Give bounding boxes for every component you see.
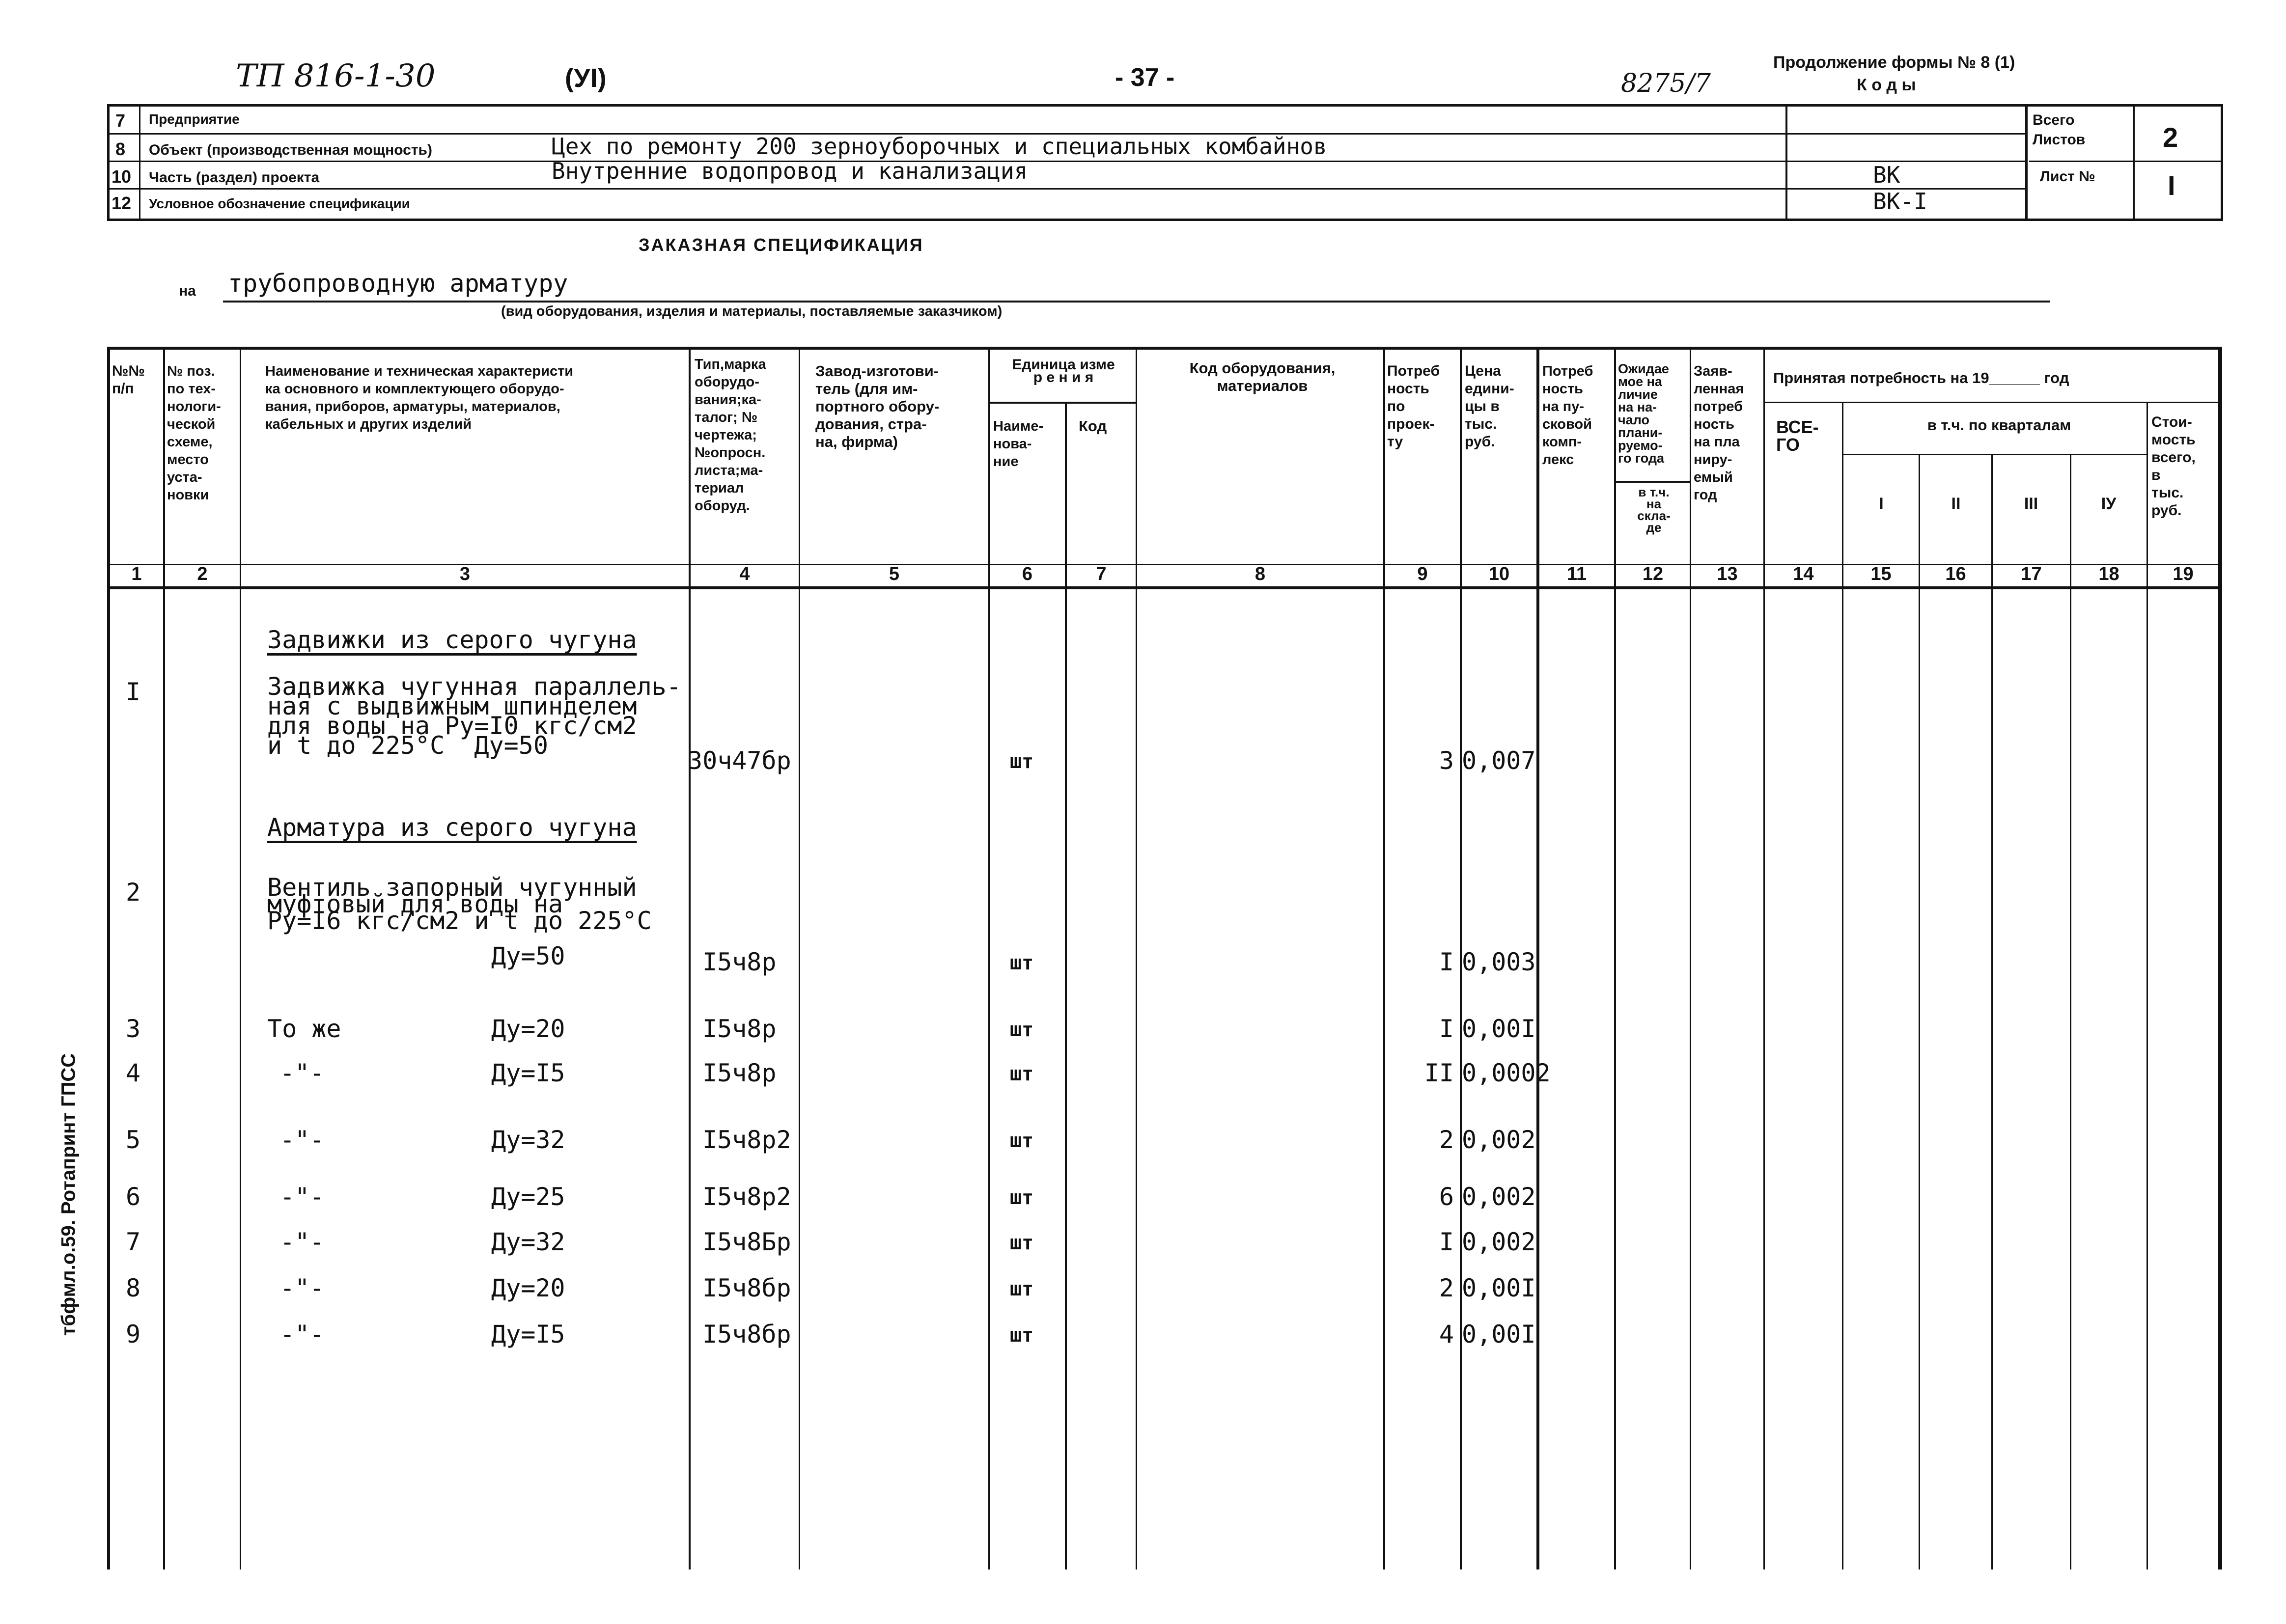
item-type: 30ч47бр	[688, 746, 791, 775]
col-number-12: 12	[1642, 564, 1664, 584]
archive-number: 8275/7	[1621, 69, 1711, 98]
section-code: ВК	[1873, 162, 1900, 188]
document-code: ТП 816-1-30	[236, 58, 436, 94]
item-price: 0,003	[1462, 948, 1536, 976]
item-type: I5ч8р	[702, 948, 777, 976]
spec-subject: трубопроводную арматуру	[228, 269, 568, 298]
item-name: -"-	[280, 1183, 325, 1211]
quarters-header: в т.ч. по кварталам	[1927, 416, 2071, 434]
col-header-13: Заяв- ленная потреб ность на пла ниру- емый год	[1694, 363, 1744, 503]
section-heading: Задвижки из серого чугуна	[267, 626, 637, 654]
col-header-14: ВСЕ- ГО	[1776, 417, 1819, 455]
item-du: Ду=I5	[491, 1320, 565, 1349]
album-number: (УI)	[565, 63, 607, 93]
item-type: I5ч8р2	[702, 1183, 791, 1211]
item-qty: 4	[1439, 1320, 1454, 1349]
item-du: Ду=I5	[491, 1059, 565, 1087]
row-no-12: 12	[112, 193, 132, 213]
row-no-7: 7	[115, 110, 126, 131]
col-header-8: Код оборудования, материалов	[1189, 359, 1336, 394]
col-number-14: 14	[1793, 564, 1814, 584]
col-header-12-bottom: в т.ч. на скла- де	[1637, 485, 1671, 535]
item-price: 0,002	[1462, 1228, 1536, 1256]
spec-title: ЗАКАЗНАЯ СПЕЦИФИКАЦИЯ	[639, 235, 924, 255]
section-value: Внутренние водопровод и канализация	[552, 158, 1028, 184]
item-price: 0,002	[1462, 1183, 1536, 1211]
item-du: Ду=50	[491, 942, 565, 970]
item-qty: I	[1439, 1228, 1454, 1256]
side-stamp: тбфмл.о.59. Ротапринт ГПСС	[57, 1053, 80, 1336]
item-unit: шт	[1010, 1324, 1034, 1347]
col-number-11: 11	[1566, 564, 1587, 584]
col-number-9: 9	[1417, 564, 1428, 584]
item-unit: шт	[1010, 750, 1034, 773]
item-unit: шт	[1010, 1018, 1034, 1041]
section-heading: Арматура из серого чугуна	[267, 813, 637, 842]
item-unit: шт	[1010, 952, 1034, 974]
item-number: 7	[126, 1228, 141, 1256]
item-unit: шт	[1010, 1186, 1034, 1209]
row-no-10: 10	[112, 166, 132, 187]
item-price: 0,00I	[1462, 1015, 1536, 1043]
col-number-10: 10	[1488, 564, 1510, 584]
total-sheets-value: 2	[2163, 122, 2178, 153]
item-number: 3	[126, 1015, 141, 1043]
item-type: I5ч8Бр	[702, 1228, 791, 1256]
item-price: 0,00I	[1462, 1274, 1536, 1302]
enterprise-label: Предприятие	[149, 111, 240, 127]
item-type: I5ч8р2	[702, 1126, 791, 1154]
item-type: I5ч8р	[702, 1015, 777, 1043]
item-price: 0,007	[1462, 746, 1536, 775]
col-number-4: 4	[739, 564, 750, 584]
item-number: 9	[126, 1320, 141, 1349]
col-number-6: 6	[1022, 564, 1033, 584]
item-type: I5ч8бр	[702, 1274, 791, 1302]
item-unit: шт	[1010, 1278, 1034, 1300]
col-number-3: 3	[459, 564, 471, 584]
col-header-4: Тип,марка оборудо- вания;ка- талог; № чертежа; №опросн. листа;ма- териал оборуд.	[695, 357, 766, 514]
col-number-18: 18	[2098, 564, 2119, 584]
item-qty: 2	[1439, 1274, 1454, 1302]
col-number-16: 16	[1945, 564, 1966, 584]
item-unit: шт	[1010, 1063, 1034, 1085]
col-header-3: Наименование и техническая характеристи ка основного и комплектующего оборудо- вания, приборов, арматуры, материалов, кабельных и других изделий	[265, 363, 574, 432]
col-header-6: Наиме- нова- ние	[993, 418, 1044, 469]
object-value: Цех по ремонту 200 зерноуборочных и специальных комбайнов	[552, 133, 1327, 160]
col-header-15: I	[1879, 495, 1884, 513]
col-header-2: № поз. по тех- нологи- ческой схеме, место уста- новки	[167, 363, 221, 503]
item-number: 4	[126, 1059, 141, 1087]
spec-designation-code: ВК-I	[1873, 188, 1927, 215]
item-name: Вентиль запорный чугунный муфтовый для воды на Ру=I6 кгс/см2 и t до 225°С	[267, 873, 652, 935]
item-type: I5ч8бр	[702, 1320, 791, 1349]
item-qty: 2	[1439, 1126, 1454, 1154]
col-number-17: 17	[2021, 564, 2042, 584]
item-unit: шт	[1010, 1129, 1034, 1152]
item-number: 5	[126, 1126, 141, 1154]
item-number: 2	[126, 878, 141, 907]
item-du: Ду=20	[491, 1274, 565, 1302]
item-price: 0,00I	[1462, 1320, 1536, 1349]
col-header-11: Потреб ность на пу- сковой комп- лекс	[1542, 363, 1593, 468]
sheet-number-value: I	[2168, 170, 2175, 201]
item-name: То же	[267, 1015, 341, 1043]
col-header-17: III	[2024, 495, 2038, 513]
col-header-18: IУ	[2101, 495, 2117, 513]
item-name: Задвижка чугунная параллель- ная с выдвижным шпинделем для воды на Ру=I0 кгс/см2 и t до 225°С Ду=50	[267, 672, 681, 760]
item-name: -"-	[280, 1274, 325, 1302]
item-number: 6	[126, 1183, 141, 1211]
total-sheets-label: Всего Листов	[2033, 112, 2086, 148]
item-price: 0,002	[1462, 1126, 1536, 1154]
item-name: -"-	[280, 1320, 325, 1349]
col-header-9: Потреб ность по проек- ту	[1387, 363, 1440, 450]
item-du: Ду=32	[491, 1228, 565, 1256]
col-header-7: Код	[1079, 417, 1107, 435]
col-number-15: 15	[1870, 564, 1892, 584]
item-number: 8	[126, 1274, 141, 1302]
col-header-16: II	[1951, 495, 1961, 513]
item-price: 0,0002	[1462, 1059, 1551, 1087]
col-number-5: 5	[889, 564, 900, 584]
item-number: I	[126, 678, 141, 706]
col-header-1: №№ п/п	[112, 363, 145, 397]
row-no-8: 8	[115, 139, 126, 159]
col-number-8: 8	[1255, 564, 1266, 584]
section-label: Часть (раздел) проекта	[149, 169, 320, 186]
sheet-number-label: Лист №	[2040, 168, 2095, 185]
item-du: Ду=20	[491, 1015, 565, 1043]
form-continuation: Продолжение формы № 8 (1)	[1773, 53, 2015, 72]
item-du: Ду=32	[491, 1126, 565, 1154]
item-qty: II	[1424, 1059, 1454, 1087]
col-number-2: 2	[197, 564, 208, 584]
item-type: I5ч8р	[702, 1059, 777, 1087]
spec-designation-label: Условное обозначение спецификации	[149, 196, 410, 211]
item-qty: I	[1439, 948, 1454, 976]
col-header-6-7: Единица изме р е н и я	[1012, 357, 1115, 385]
item-name: -"-	[280, 1228, 325, 1256]
col-number-7: 7	[1096, 564, 1107, 584]
page-number: - 37 -	[1115, 63, 1175, 92]
item-qty: 3	[1439, 746, 1454, 775]
item-qty: 6	[1439, 1183, 1454, 1211]
col-header-19: Стои- мость всего, в тыс. руб.	[2151, 414, 2196, 519]
item-du: Ду=25	[491, 1183, 565, 1211]
spec-subject-caption: (вид оборудования, изделия и материалы, поставляемые заказчиком)	[501, 303, 1003, 319]
col-number-1: 1	[131, 564, 142, 584]
item-qty: I	[1439, 1015, 1454, 1043]
col-header-5: Завод-изготови- тель (для им- портного обору- дования, стра- на, фирма)	[815, 362, 940, 450]
col-number-13: 13	[1717, 564, 1738, 584]
col-header-10: Цена едини- цы в тыс. руб.	[1465, 363, 1514, 450]
item-unit: шт	[1010, 1232, 1034, 1254]
item-name: -"-	[280, 1126, 325, 1154]
accepted-need-header: Принятая потребность на 19______ год	[1773, 369, 2069, 386]
codes-label: К о д ы	[1857, 76, 1916, 94]
col-header-12-top: Ожидае мое на личие на на- чало плани- руемо- го года	[1618, 361, 1669, 466]
object-label: Объект (производственная мощность)	[149, 142, 432, 158]
spec-na-label: на	[179, 283, 196, 299]
item-name: -"-	[280, 1059, 325, 1087]
col-number-19: 19	[2173, 564, 2194, 584]
